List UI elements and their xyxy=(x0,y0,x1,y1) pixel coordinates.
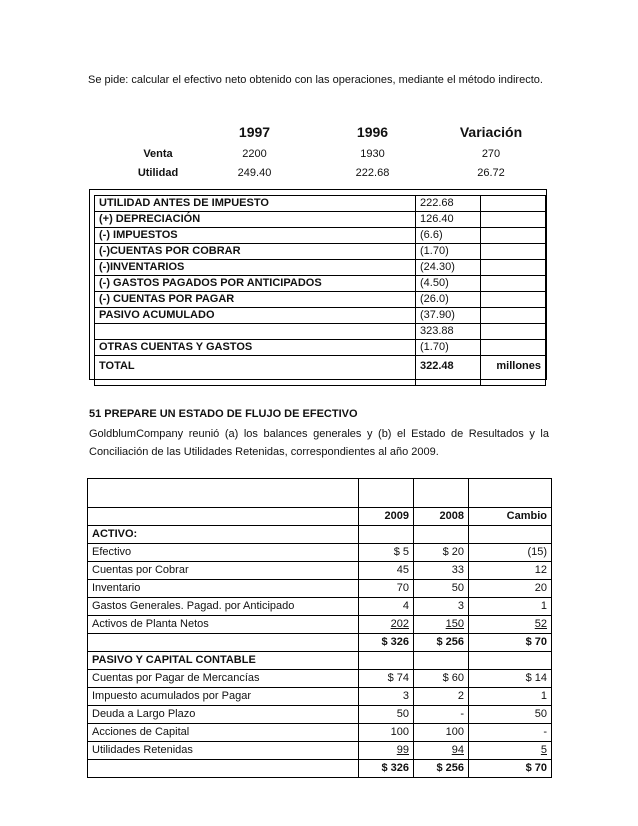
cf-value: (4.50) xyxy=(416,276,481,292)
cell: 52 xyxy=(534,618,547,630)
comparison-header xyxy=(118,120,548,144)
section-title: 51 PREPARE UN ESTADO DE FLUJO DE EFECTIVO xyxy=(89,408,358,420)
table-row xyxy=(95,308,546,324)
cell: 33 xyxy=(414,562,469,580)
table-row xyxy=(88,670,552,688)
pasivo-title: PASIVO Y CAPITAL CONTABLE xyxy=(88,652,359,670)
cf-label: (-) GASTOS PAGADOS POR ANTICIPADOS xyxy=(95,276,416,292)
cf-label: (-)INVENTARIOS xyxy=(95,260,416,276)
cell: $ 74 xyxy=(359,670,414,688)
cell: 50 xyxy=(414,580,469,598)
cell: 50 xyxy=(469,706,552,724)
section-paragraph: GoldblumCompany reunió (a) los balances generales y (b) el Estado de Resultados y la Conciliación de las Utilidades Retenidas, correspondientes al año 2009. xyxy=(89,428,549,458)
cf-total-value: 322.48 xyxy=(416,356,481,386)
cf-label: (-) CUENTAS POR PAGAR xyxy=(95,292,416,308)
cell: 1930 xyxy=(360,147,385,160)
cell: $ 70 xyxy=(469,634,552,652)
cell: 202 xyxy=(390,618,409,630)
cf-value: 126.40 xyxy=(416,212,481,228)
cell: 100 xyxy=(414,724,469,742)
cf-unit xyxy=(481,308,546,324)
row-label: Utilidad xyxy=(137,166,179,179)
table-row xyxy=(95,340,546,356)
cell: $ 326 xyxy=(359,760,414,778)
table-row xyxy=(95,244,546,260)
table-row xyxy=(95,228,546,244)
cf-value: (1.70) xyxy=(416,340,481,356)
header-2008: 2008 xyxy=(414,508,469,526)
intro-paragraph: Se pide: calcular el efectivo neto obtenido con las operaciones, mediante el método indirecto. xyxy=(88,74,543,86)
cell: 20 xyxy=(469,580,552,598)
cell: 99 xyxy=(396,744,409,756)
cell: $ 256 xyxy=(414,760,469,778)
cell: 150 xyxy=(445,618,464,630)
cell: 45 xyxy=(359,562,414,580)
header-cambio: Cambio xyxy=(469,508,552,526)
header-1996: 1996 xyxy=(356,124,389,140)
cf-unit xyxy=(481,276,546,292)
cf-total-unit: millones xyxy=(481,356,546,386)
cell: $ 70 xyxy=(469,760,552,778)
cf-value: 323.88 xyxy=(416,324,481,340)
cell: - xyxy=(414,706,469,724)
cf-unit xyxy=(481,228,546,244)
table-row xyxy=(95,292,546,308)
total-row xyxy=(95,356,546,386)
cf-label: UTILIDAD ANTES DE IMPUESTO xyxy=(95,196,416,212)
cell: 270 xyxy=(481,147,501,160)
cell: 12 xyxy=(469,562,552,580)
cell: 1 xyxy=(469,598,552,616)
cell: (15) xyxy=(469,544,552,562)
cell: 2200 xyxy=(242,147,267,160)
balance-table xyxy=(87,478,552,778)
cell: 1 xyxy=(469,688,552,706)
header-2009: 2009 xyxy=(359,508,414,526)
cell: 94 xyxy=(451,744,464,756)
cf-label: OTRAS CUENTAS Y GASTOS xyxy=(95,340,416,356)
cf-label: (-) IMPUESTOS xyxy=(95,228,416,244)
cf-value: (24.30) xyxy=(416,260,481,276)
table-row xyxy=(88,580,552,598)
row-label: Deuda a Largo Plazo xyxy=(88,706,359,724)
table-row xyxy=(88,479,552,508)
comparison-row xyxy=(118,163,548,182)
subtotal-row xyxy=(88,634,552,652)
row-label: Gastos Generales. Pagad. por Anticipado xyxy=(88,598,359,616)
total-row xyxy=(88,760,552,778)
cell: $ 5 xyxy=(359,544,414,562)
cell: $ 20 xyxy=(414,544,469,562)
cell: 4 xyxy=(359,598,414,616)
header-1997: 1997 xyxy=(238,124,271,140)
cell: 3 xyxy=(359,688,414,706)
cell: $ 60 xyxy=(414,670,469,688)
table-row xyxy=(88,706,552,724)
cell: 100 xyxy=(359,724,414,742)
table-row xyxy=(88,724,552,742)
cf-label: (-)CUENTAS POR COBRAR xyxy=(95,244,416,260)
cell: 249.40 xyxy=(237,166,272,179)
cell: 5 xyxy=(540,744,547,756)
table-row xyxy=(88,526,552,544)
row-label: Impuesto acumulados por Pagar xyxy=(88,688,359,706)
cf-value: (1.70) xyxy=(416,244,481,260)
cf-value: (6.6) xyxy=(416,228,481,244)
cf-label: PASIVO ACUMULADO xyxy=(95,308,416,324)
cash-flow-table xyxy=(94,195,546,386)
table-row xyxy=(88,742,552,760)
comparison-row xyxy=(118,144,548,163)
row-label: Inventario xyxy=(88,580,359,598)
activo-title: ACTIVO: xyxy=(88,526,359,544)
table-row xyxy=(88,544,552,562)
table-row xyxy=(95,212,546,228)
comparison-table xyxy=(118,120,548,182)
cell: $ 256 xyxy=(414,634,469,652)
cf-unit xyxy=(481,212,546,228)
cf-label xyxy=(95,324,416,340)
row-label: Venta xyxy=(143,147,173,160)
cell: $ 326 xyxy=(359,634,414,652)
row-label: Efectivo xyxy=(88,544,359,562)
cf-value: 222.68 xyxy=(416,196,481,212)
row-label: Utilidades Retenidas xyxy=(88,742,359,760)
table-row xyxy=(88,652,552,670)
cf-value: (37.90) xyxy=(416,308,481,324)
cash-flow-box xyxy=(89,189,547,380)
cf-unit xyxy=(481,196,546,212)
table-row xyxy=(95,324,546,340)
cell: - xyxy=(469,724,552,742)
row-label: Activos de Planta Netos xyxy=(88,616,359,634)
cf-unit xyxy=(481,292,546,308)
cell: 222.68 xyxy=(355,166,390,179)
cell: 2 xyxy=(414,688,469,706)
cf-unit xyxy=(481,260,546,276)
table-row xyxy=(95,276,546,292)
cell: 3 xyxy=(414,598,469,616)
table-row xyxy=(88,616,552,634)
cf-label: (+) DEPRECIACIÓN xyxy=(95,212,416,228)
table-row xyxy=(95,260,546,276)
table-row xyxy=(88,562,552,580)
cell: 70 xyxy=(359,580,414,598)
cell: $ 14 xyxy=(469,670,552,688)
header-row xyxy=(88,508,552,526)
cf-unit xyxy=(481,340,546,356)
table-row xyxy=(88,688,552,706)
cell: 50 xyxy=(359,706,414,724)
cf-value: (26.0) xyxy=(416,292,481,308)
row-label: Acciones de Capital xyxy=(88,724,359,742)
cf-total-label: TOTAL xyxy=(95,356,416,386)
row-label: Cuentas por Cobrar xyxy=(88,562,359,580)
cf-unit xyxy=(481,244,546,260)
header-variacion: Variación xyxy=(459,124,523,140)
table-row xyxy=(88,598,552,616)
cf-unit xyxy=(481,324,546,340)
cell: 26.72 xyxy=(477,166,505,179)
row-label: Cuentas por Pagar de Mercancías xyxy=(88,670,359,688)
table-row xyxy=(95,196,546,212)
